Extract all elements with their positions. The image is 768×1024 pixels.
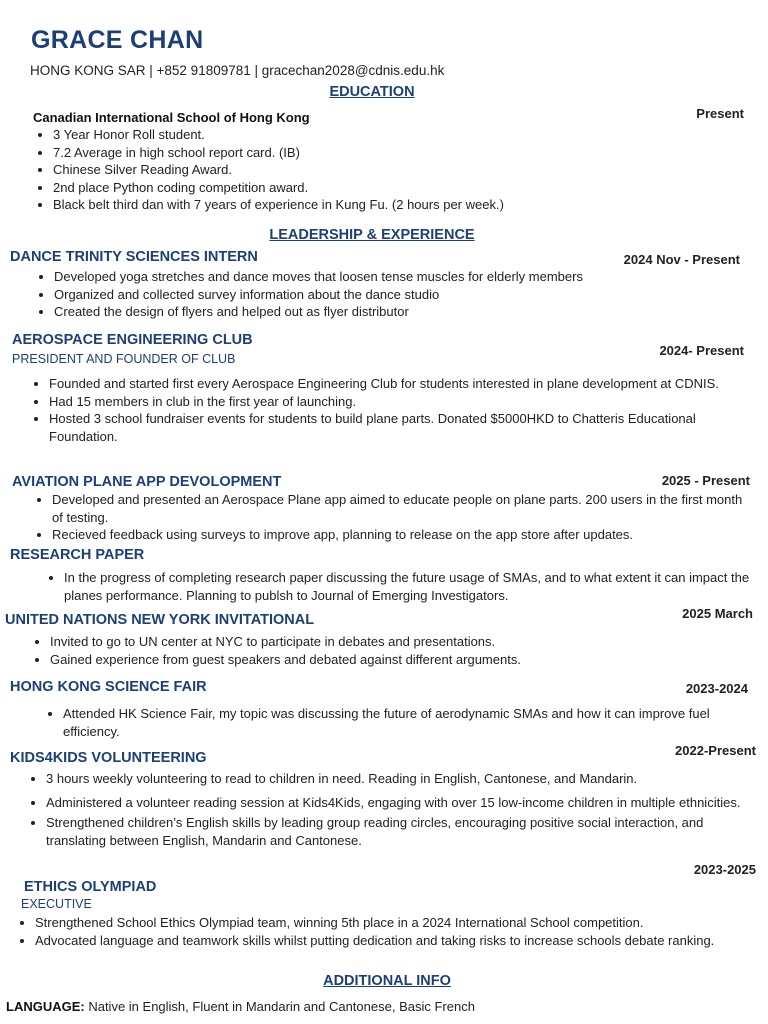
entry-title: AEROSPACE ENGINEERING CLUB: [12, 332, 253, 348]
list-item: • Strengthened children’s English skills by leading group reading circles, encouraging positive social interaction, and translating between English, Mandarin and Cantonese.: [46, 814, 746, 849]
entry-bullets: [31, 375, 766, 445]
entry-title: AVIATION PLANE APP DEVOLOPMENT: [12, 474, 282, 490]
entry-date: 2023-2025: [693, 862, 756, 877]
entry-title: ETHICS OLYMPIAD: [24, 879, 157, 895]
list-item: • 3 Year Honor Roll student.: [53, 126, 753, 144]
leadership-heading: LEADERSHIP & EXPERIENCE: [269, 227, 475, 243]
entry-bullets: [17, 914, 745, 949]
entry-bullets: [46, 569, 762, 604]
list-item: • Black belt third dan with 7 years of experience in Kung Fu. (2 hours per week.): [53, 196, 753, 214]
list-item: • Recieved feedback using surveys to improve app, planning to release on the app store after updates.: [52, 526, 752, 544]
list-item: • Advocated language and teamwork skills whilst putting dedication and taking risks to increase schools debate ranking.: [35, 932, 745, 950]
list-item: • Administered a volunteer reading session at Kids4Kids, engaging with over 15 low-income children in multiple ethnicities.: [46, 794, 746, 812]
education-heading: EDUCATION: [329, 84, 415, 100]
list-item: • In the progress of completing research paper discussing the future usage of SMAs, and to what extent it can impact the planes performance. Planning to publsh to Journal of Emerging Investigators.: [64, 569, 762, 604]
entry-date: 2025 - Present: [661, 473, 750, 488]
list-item: • Strengthened School Ethics Olympiad team, winning 5th place in a 2024 International School competition.: [35, 914, 745, 932]
list-item: • Attended HK Science Fair, my topic was discussing the future of aerodynamic SMAs and how it can improve fuel efficiency.: [63, 705, 743, 740]
list-item: • 2nd place Python coding competition award.: [53, 179, 753, 197]
entry-bullets: [45, 705, 743, 740]
list-item: • Invited to go to UN center at NYC to participate in debates and presentations.: [50, 633, 750, 651]
language-line: [6, 999, 475, 1014]
additional-heading: ADDITIONAL INFO: [323, 973, 451, 989]
language-label: LANGUAGE:: [6, 999, 85, 1014]
school-name: Canadian International School of Hong Kong: [33, 110, 310, 125]
entry-title: DANCE TRINITY SCIENCES INTERN: [10, 249, 258, 265]
list-item: • 3 hours weekly volunteering to read to children in need. Reading in English, Cantonese, and Mandarin.: [46, 770, 746, 788]
entry-title: KIDS4KIDS VOLUNTEERING: [10, 750, 207, 766]
entry-date: 2022-Present: [675, 743, 756, 758]
entry-subtitle: EXECUTIVE: [21, 897, 92, 911]
list-item: • Created the design of flyers and helped out as flyer distributor: [54, 303, 754, 321]
entry-date: 2023-2024: [685, 681, 748, 696]
entry-bullets: [34, 491, 752, 544]
list-item: • Hosted 3 school fundraiser events for students to build plane parts. Donated $5000HKD to Chatteris Educational Foundation.: [49, 410, 766, 445]
language-value: Native in English, Fluent in Mandarin and Cantonese, Basic French: [84, 999, 475, 1014]
list-item: • Chinese Silver Reading Award.: [53, 161, 753, 179]
education-date: Present: [696, 106, 744, 121]
list-item: • Developed and presented an Aerospace Plane app aimed to educate people on plane parts. 200 users in the first month of testing.: [52, 491, 752, 526]
list-item: • Gained experience from guest speakers and debated against different arguments.: [50, 651, 750, 669]
list-item: • 7.2 Average in high school report card. (IB): [53, 144, 753, 162]
candidate-name: GRACE CHAN: [31, 26, 204, 54]
list-item: • Organized and collected survey information about the dance studio: [54, 286, 754, 304]
list-item: • Founded and started first every Aerospace Engineering Club for students interested in plane development at CDNIS.: [49, 375, 766, 393]
list-item: • Had 15 members in club in the first year of launching.: [49, 393, 766, 411]
contact-line: HONG KONG SAR | +852 91809781 | gracechan2028@cdnis.edu.hk: [30, 63, 445, 78]
entry-bullets: [28, 770, 746, 849]
entry-subtitle: PRESIDENT AND FOUNDER OF CLUB: [12, 352, 236, 366]
entry-title: RESEARCH PAPER: [10, 547, 145, 563]
entry-date: 2024- Present: [659, 343, 744, 358]
entry-bullets: [32, 633, 750, 668]
list-item: • Developed yoga stretches and dance moves that loosen tense muscles for elderly members: [54, 268, 754, 286]
entry-title: UNITED NATIONS NEW YORK INVITATIONAL: [5, 612, 315, 628]
entry-title: HONG KONG SCIENCE FAIR: [10, 679, 207, 695]
entry-date: 2024 Nov - Present: [623, 252, 740, 267]
entry-bullets: [36, 268, 754, 321]
education-bullets: [35, 126, 753, 214]
entry-date: 2025 March: [682, 606, 753, 621]
